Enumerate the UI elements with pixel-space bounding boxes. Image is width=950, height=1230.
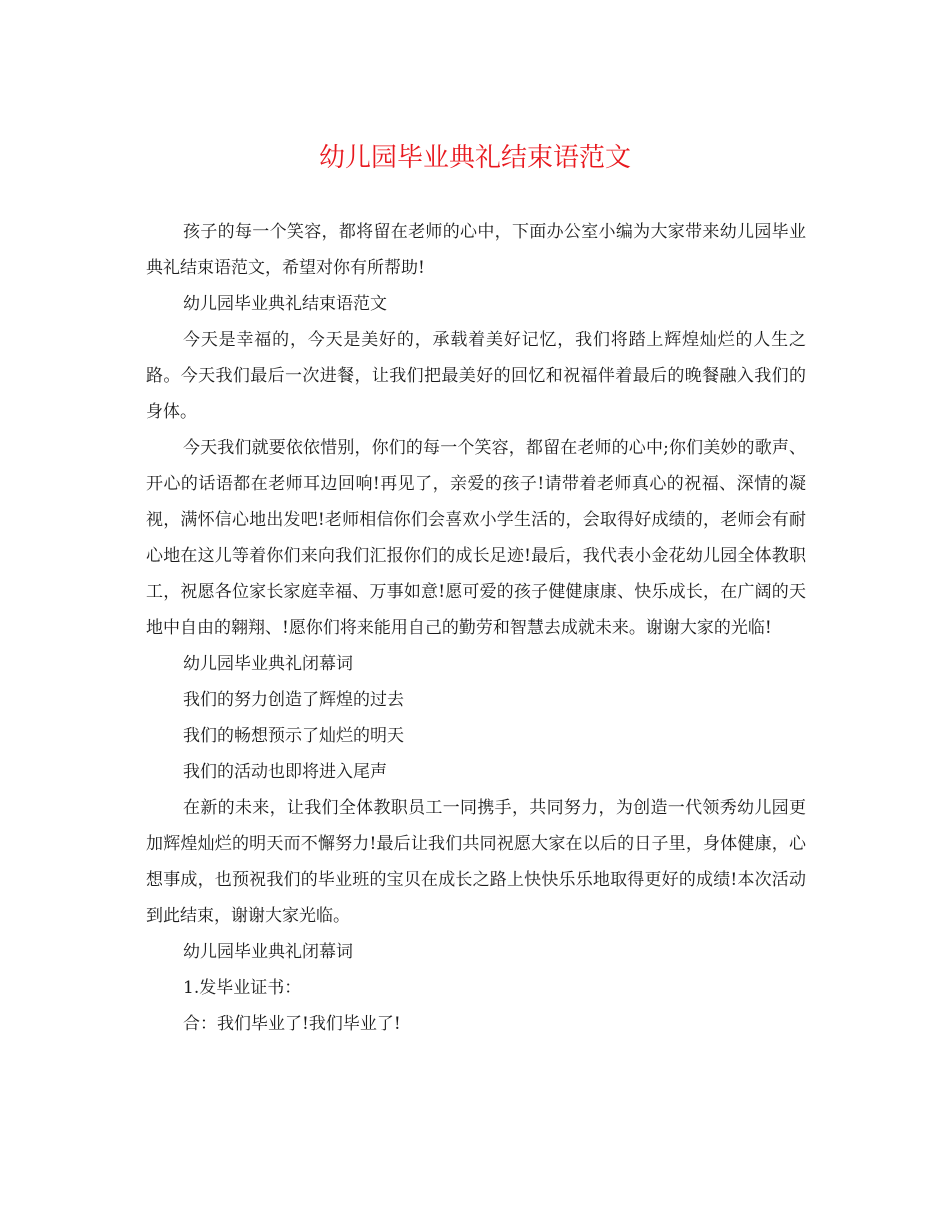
section-heading: 幼儿园毕业典礼结束语范文 <box>183 294 387 314</box>
section-heading: 幼儿园毕业典礼闭幕词 <box>183 654 353 674</box>
section-heading: 幼儿园毕业典礼闭幕词 <box>183 942 353 962</box>
paragraph-line: 我们的努力创造了辉煌的过去 <box>183 690 404 710</box>
paragraph: 在新的未来，让我们全体教职员工一同携手，共同努力，为创造一代领秀幼儿园更加辉煌灿烂的明天而不懈努力!最后让我们共同祝愿大家在以后的日子里，身体健康，心想事成，也预祝我们的毕业班的宝贝在成长之路上快快乐乐地取得更好的成绩!本次活动到此结束，谢谢大家光临。 <box>146 798 806 926</box>
paragraph: 今天我们就要依依惜别，你们的每一个笑容，都留在老师的心中;你们美妙的歌声、开心的话语都在老师耳边回响!再见了，亲爱的孩子!请带着老师真心的祝福、深情的凝视，满怀信心地出发吧!老师相信你们会喜欢小学生活的，会取得好成绩的，老师会有耐心地在这儿等着你们来向我们汇报你们的成长足迹!最后，我代表小金花幼儿园全体教职工，祝愿各位家长家庭幸福、万事如意!愿可爱的孩子健健康康、快乐成长，在广阔的天地中自由的翱翔、!愿你们将来能用自己的勤劳和智慧去成就未来。谢谢大家的光临! <box>146 438 806 638</box>
paragraph-intro: 孩子的每一个笑容，都将留在老师的心中，下面办公室小编为大家带来幼儿园毕业典礼结束语范文，希望对你有所帮助! <box>146 222 806 278</box>
paragraph-line: 合：我们毕业了!我们毕业了! <box>183 1014 401 1034</box>
document-body <box>146 214 806 1042</box>
document-title: 幼儿园毕业典礼结束语范文 <box>318 143 631 173</box>
paragraph-line: 我们的畅想预示了灿烂的明天 <box>183 726 404 746</box>
paragraph-line: 我们的活动也即将进入尾声 <box>183 762 387 782</box>
list-item: 1.发毕业证书： <box>183 978 302 998</box>
paragraph: 今天是幸福的，今天是美好的，承载着美好记忆，我们将踏上辉煌灿烂的人生之路。今天我们最后一次进餐，让我们把最美好的回忆和祝福伴着最后的晚餐融入我们的身体。 <box>146 330 806 422</box>
